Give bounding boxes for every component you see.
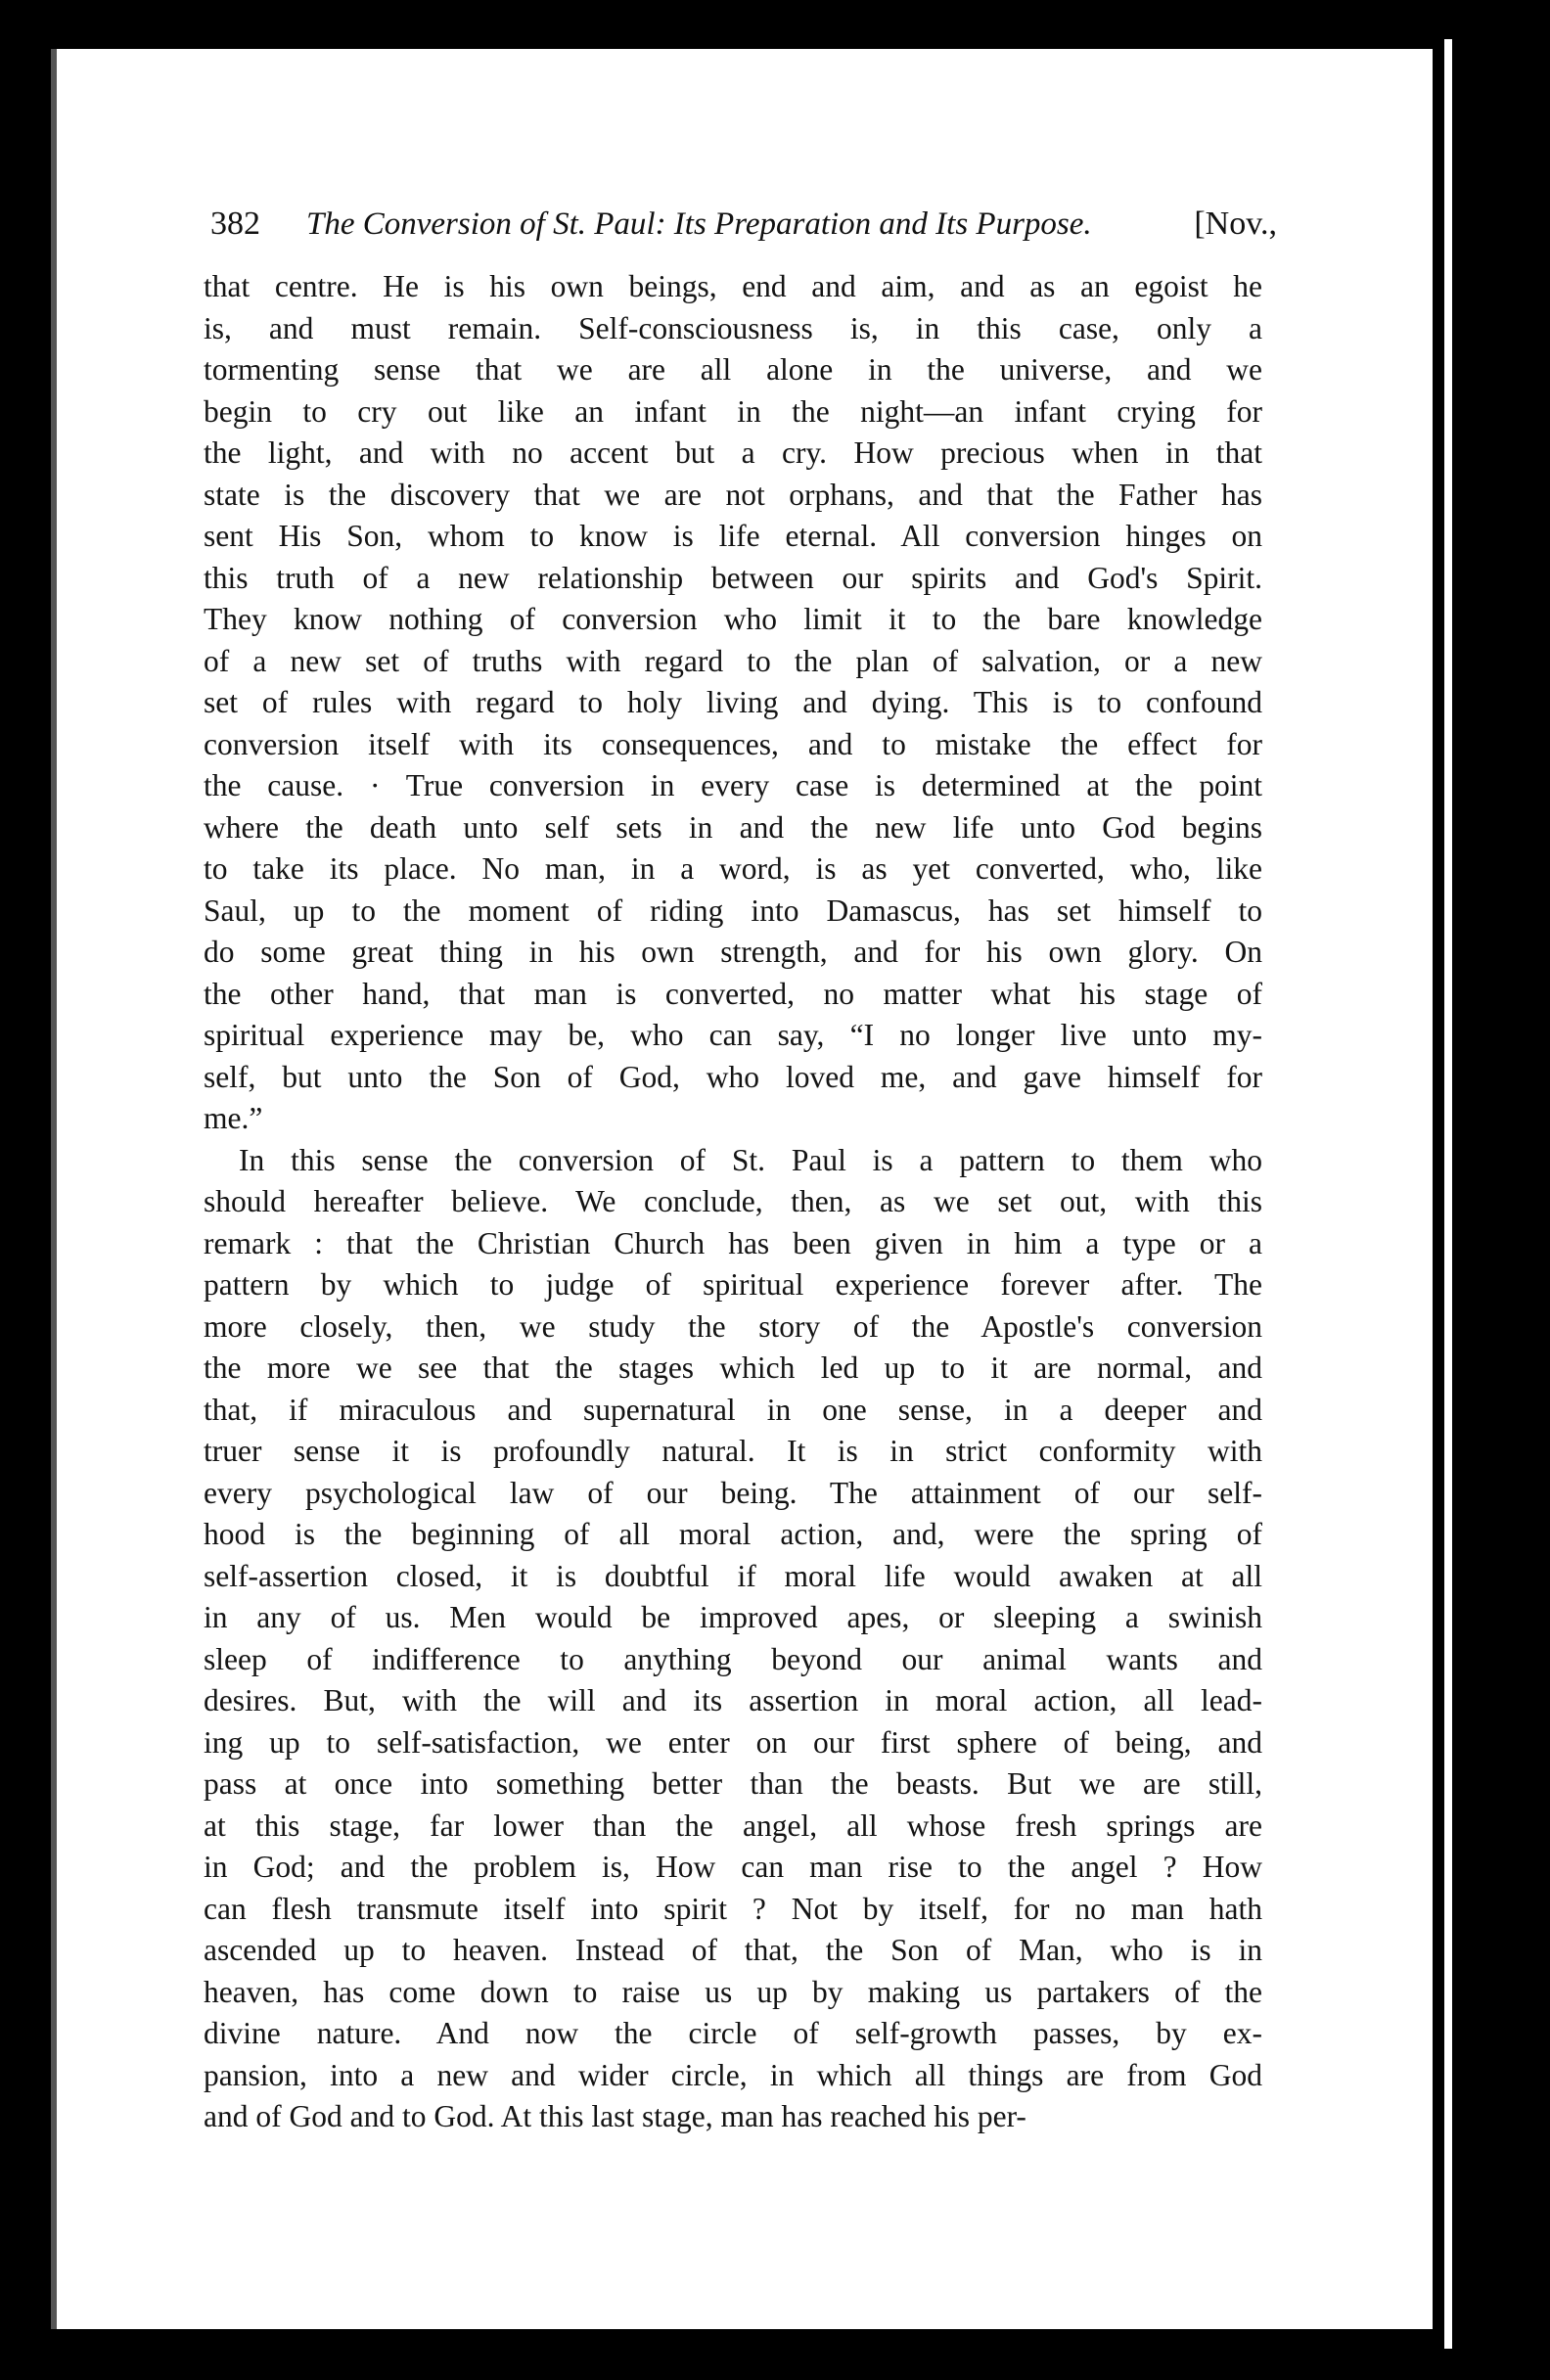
text-line: sleep of indifference to anything beyond our animal wants and	[204, 1641, 1262, 1676]
text-line: the other hand, that man is converted, no matter what his stage of	[204, 976, 1262, 1011]
text-line: in any of us. Men would be improved apes, or sleeping a swinish	[204, 1600, 1262, 1634]
text-line: spiritual experience may be, who can say, “I no longer live unto my-	[204, 1018, 1262, 1052]
paragraph	[204, 1140, 1262, 2138]
text-line: is, and must remain. Self-consciousness is, in this case, only a	[204, 310, 1262, 345]
text-line: that centre. He is his own beings, end and aim, and as an egoist he	[204, 269, 1262, 303]
text-line: should hereafter believe. We conclude, then, as we set out, with this	[204, 1184, 1262, 1218]
text-line: remark : that the Christian Church has been given in him a type or a	[204, 1225, 1262, 1260]
text-line: In this sense the conversion of St. Paul is a pattern to them who	[239, 1142, 1262, 1177]
text-line: desires. But, with the will and its assertion in moral action, all lead-	[204, 1683, 1262, 1717]
text-line: the light, and with no accent but a cry. How precious when in that	[204, 435, 1262, 470]
text-line: ing up to self-satisfaction, we enter on our first sphere of being, and	[204, 1724, 1262, 1760]
text-line: pass at once into something better than the beasts. But we are still,	[204, 1766, 1262, 1801]
text-line: that, if miraculous and supernatural in one sense, in a deeper and	[204, 1392, 1262, 1427]
text-line: more closely, then, we study the story of the Apostle's conversion	[204, 1308, 1262, 1344]
page-number: 382	[210, 206, 260, 242]
text-line: pattern by which to judge of spiritual experience forever after. The	[204, 1267, 1262, 1302]
text-line: begin to cry out like an infant in the night—an infant crying for	[204, 393, 1262, 429]
text-line: do some great thing in his own strength, and for his own glory. On	[204, 935, 1262, 969]
facing-page-edge	[1444, 39, 1452, 2349]
body-text	[204, 266, 1262, 2138]
running-head	[210, 200, 1277, 258]
text-line: to take its place. No man, in a word, is as yet converted, who, like	[204, 851, 1262, 886]
text-line: in God; and the problem is, How can man rise to the angel ? How	[204, 1850, 1262, 1884]
text-line: the cause. · True conversion in every case is determined at the point	[204, 768, 1262, 802]
text-line: ascended up to heaven. Instead of that, the Son of Man, who is in	[204, 1933, 1262, 1967]
text-line: Saul, up to the moment of riding into Damascus, has set himself to	[204, 892, 1262, 928]
running-month: [Nov.,	[1194, 206, 1277, 242]
text-line: state is the discovery that we are not orphans, and that the Father has	[204, 477, 1262, 512]
text-line: the more we see that the stages which led up to it are normal, and	[204, 1350, 1262, 1385]
running-title: The Conversion of St. Paul: Its Preparation and Its Purpose.	[306, 206, 1092, 242]
paragraph	[204, 266, 1262, 1140]
text-line: this truth of a new relationship between our spirits and God's Spirit.	[204, 560, 1262, 595]
text-line: pansion, into a new and wider circle, in which all things are from God	[204, 2057, 1262, 2092]
text-line: self, but unto the Son of God, who loved me, and gave himself for	[204, 1059, 1262, 1094]
text-line: where the death unto self sets in and the new life unto God begins	[204, 809, 1262, 845]
text-line: hood is the beginning of all moral action, and, were the spring of	[204, 1517, 1262, 1551]
text-line: every psychological law of our being. The attainment of our self-	[204, 1475, 1262, 1510]
text-line: tormenting sense that we are all alone in the universe, and we	[204, 352, 1262, 387]
text-line: of a new set of truths with regard to the plan of salvation, or a new	[204, 643, 1262, 678]
text-line: conversion itself with its consequences, and to mistake the effect for	[204, 726, 1262, 761]
text-line: at this stage, far lower than the angel, all whose fresh springs are	[204, 1808, 1262, 1843]
text-line: can flesh transmute itself into spirit ? Not by itself, for no man hath	[204, 1891, 1262, 1926]
text-line: me.”	[204, 1101, 263, 1135]
text-line: sent His Son, whom to know is life eternal. All conversion hinges on	[204, 519, 1262, 553]
text-line: and of God and to God. At this last stage, man has reached his per-	[204, 2099, 1026, 2133]
text-line: divine nature. And now the circle of self-growth passes, by ex-	[204, 2016, 1262, 2050]
text-line: truer sense it is profoundly natural. It is in strict conformity with	[204, 1434, 1262, 1468]
text-line: self-assertion closed, it is doubtful if moral life would awaken at all	[204, 1558, 1262, 1593]
text-line: heaven, has come down to raise us up by making us partakers of the	[204, 1974, 1262, 2009]
text-line: They know nothing of conversion who limit it to the bare knowledge	[204, 602, 1262, 636]
text-line: set of rules with regard to holy living and dying. This is to confound	[204, 685, 1262, 719]
